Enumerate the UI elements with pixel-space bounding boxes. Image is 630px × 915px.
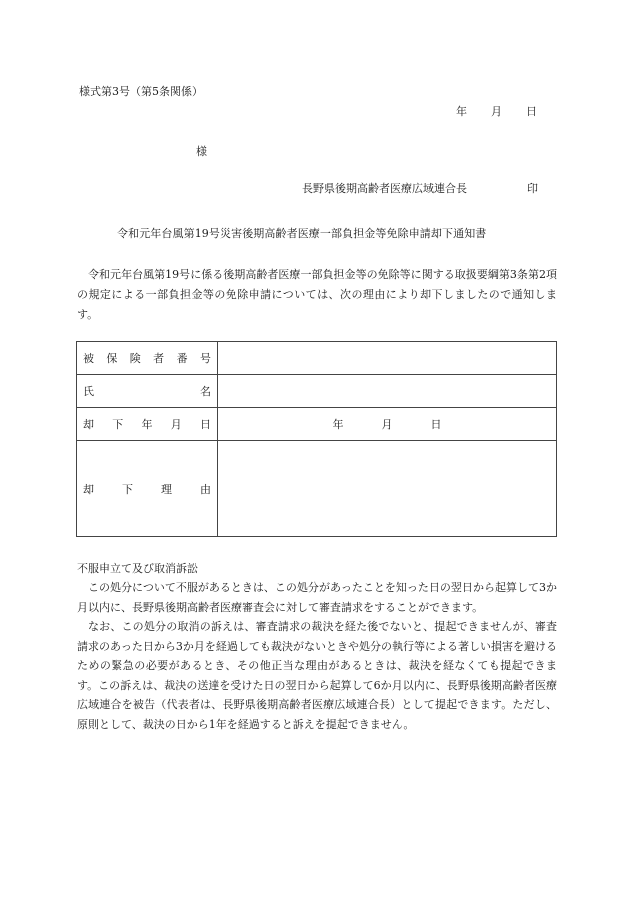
rejection-date-day: 日 xyxy=(430,418,442,431)
addressee-suffix: 様 xyxy=(196,145,207,158)
label-char: 番 xyxy=(176,352,188,365)
label-char: 号 xyxy=(199,352,211,365)
label-char: 下 xyxy=(122,482,133,496)
table-row xyxy=(77,375,557,408)
label-char: 者 xyxy=(153,352,165,365)
label-char: 理 xyxy=(161,482,172,496)
label-char: 却 xyxy=(83,482,94,496)
issue-date-day: 日 xyxy=(526,105,537,118)
issue-date xyxy=(456,103,537,119)
label-char: 名 xyxy=(200,385,211,398)
rejection-date-year: 年 xyxy=(332,418,344,431)
intro-paragraph: 令和元年台風第19号に係る後期高齢者医療一部負担金等の免除等に関する取扱要綱第3条第2項の規定による一部負担金等の免除申請については、次の理由により却下しましたので通知します。 xyxy=(77,268,557,321)
rejection-date-label xyxy=(77,408,218,441)
issue-date-year: 年 xyxy=(456,105,467,118)
label-char: 年 xyxy=(141,418,153,431)
name-label xyxy=(77,375,218,408)
label-char: 下 xyxy=(112,418,124,431)
issue-date-month: 月 xyxy=(491,105,502,118)
table-row xyxy=(77,441,557,537)
rejection-date-value xyxy=(218,408,557,441)
issuer-name: 長野県後期高齢者医療広域連合長 xyxy=(302,182,467,195)
table-row xyxy=(77,408,557,441)
rejection-date-month: 月 xyxy=(381,418,393,431)
label-char: 日 xyxy=(200,418,211,431)
insured-number-value xyxy=(218,342,557,375)
document-title: 令和元年台風第19号災害後期高齢者医療一部負担金等免除申請却下通知書 xyxy=(117,227,487,240)
label-char: 被 xyxy=(83,352,94,365)
insured-number-label xyxy=(77,342,218,375)
label-char: 保 xyxy=(106,352,118,365)
name-value xyxy=(218,375,557,408)
seal-mark: 印 xyxy=(527,182,538,195)
label-char: 却 xyxy=(83,418,94,431)
label-char: 険 xyxy=(129,352,141,365)
notice-table xyxy=(76,341,557,537)
appeal-heading: 不服申立て及び取消訴訟 xyxy=(77,562,198,575)
label-char: 月 xyxy=(170,418,182,431)
rejection-reason-label xyxy=(77,441,218,537)
table-row xyxy=(77,342,557,375)
rejection-reason-value xyxy=(218,441,557,537)
appeal-paragraph: この処分について不服があるときは、この処分があったことを知った日の翌日から起算して3か月以内に、長野県後期高齢者医療審査会に対して審査請求をすることができます。 xyxy=(77,581,557,614)
form-number: 様式第3号（第5条関係） xyxy=(79,85,203,98)
label-char: 氏 xyxy=(83,385,94,398)
appeal-section xyxy=(77,578,557,734)
appeal-paragraph: なお、この処分の取消の訴えは、審査請求の裁決を経た後でないと、提起できませんが、審査請求のあった日から3か月を経過しても裁決がないときや処分の執行等による著しい損害を避けるための緊急の必要があるとき、その他正当な理由があるときは、裁決を経なくても提起できます。この訴えは、裁決の送達を受けた日の翌日から起算して6か月以内に、長野県後期高齢者医療広域連合を被告（代表者は、長野県後期高齢者医療広域連合長）として提起できます。ただし、原則として、裁決の日から1年を経過すると訴えを提起できません。 xyxy=(77,620,557,731)
label-char: 由 xyxy=(200,482,211,496)
